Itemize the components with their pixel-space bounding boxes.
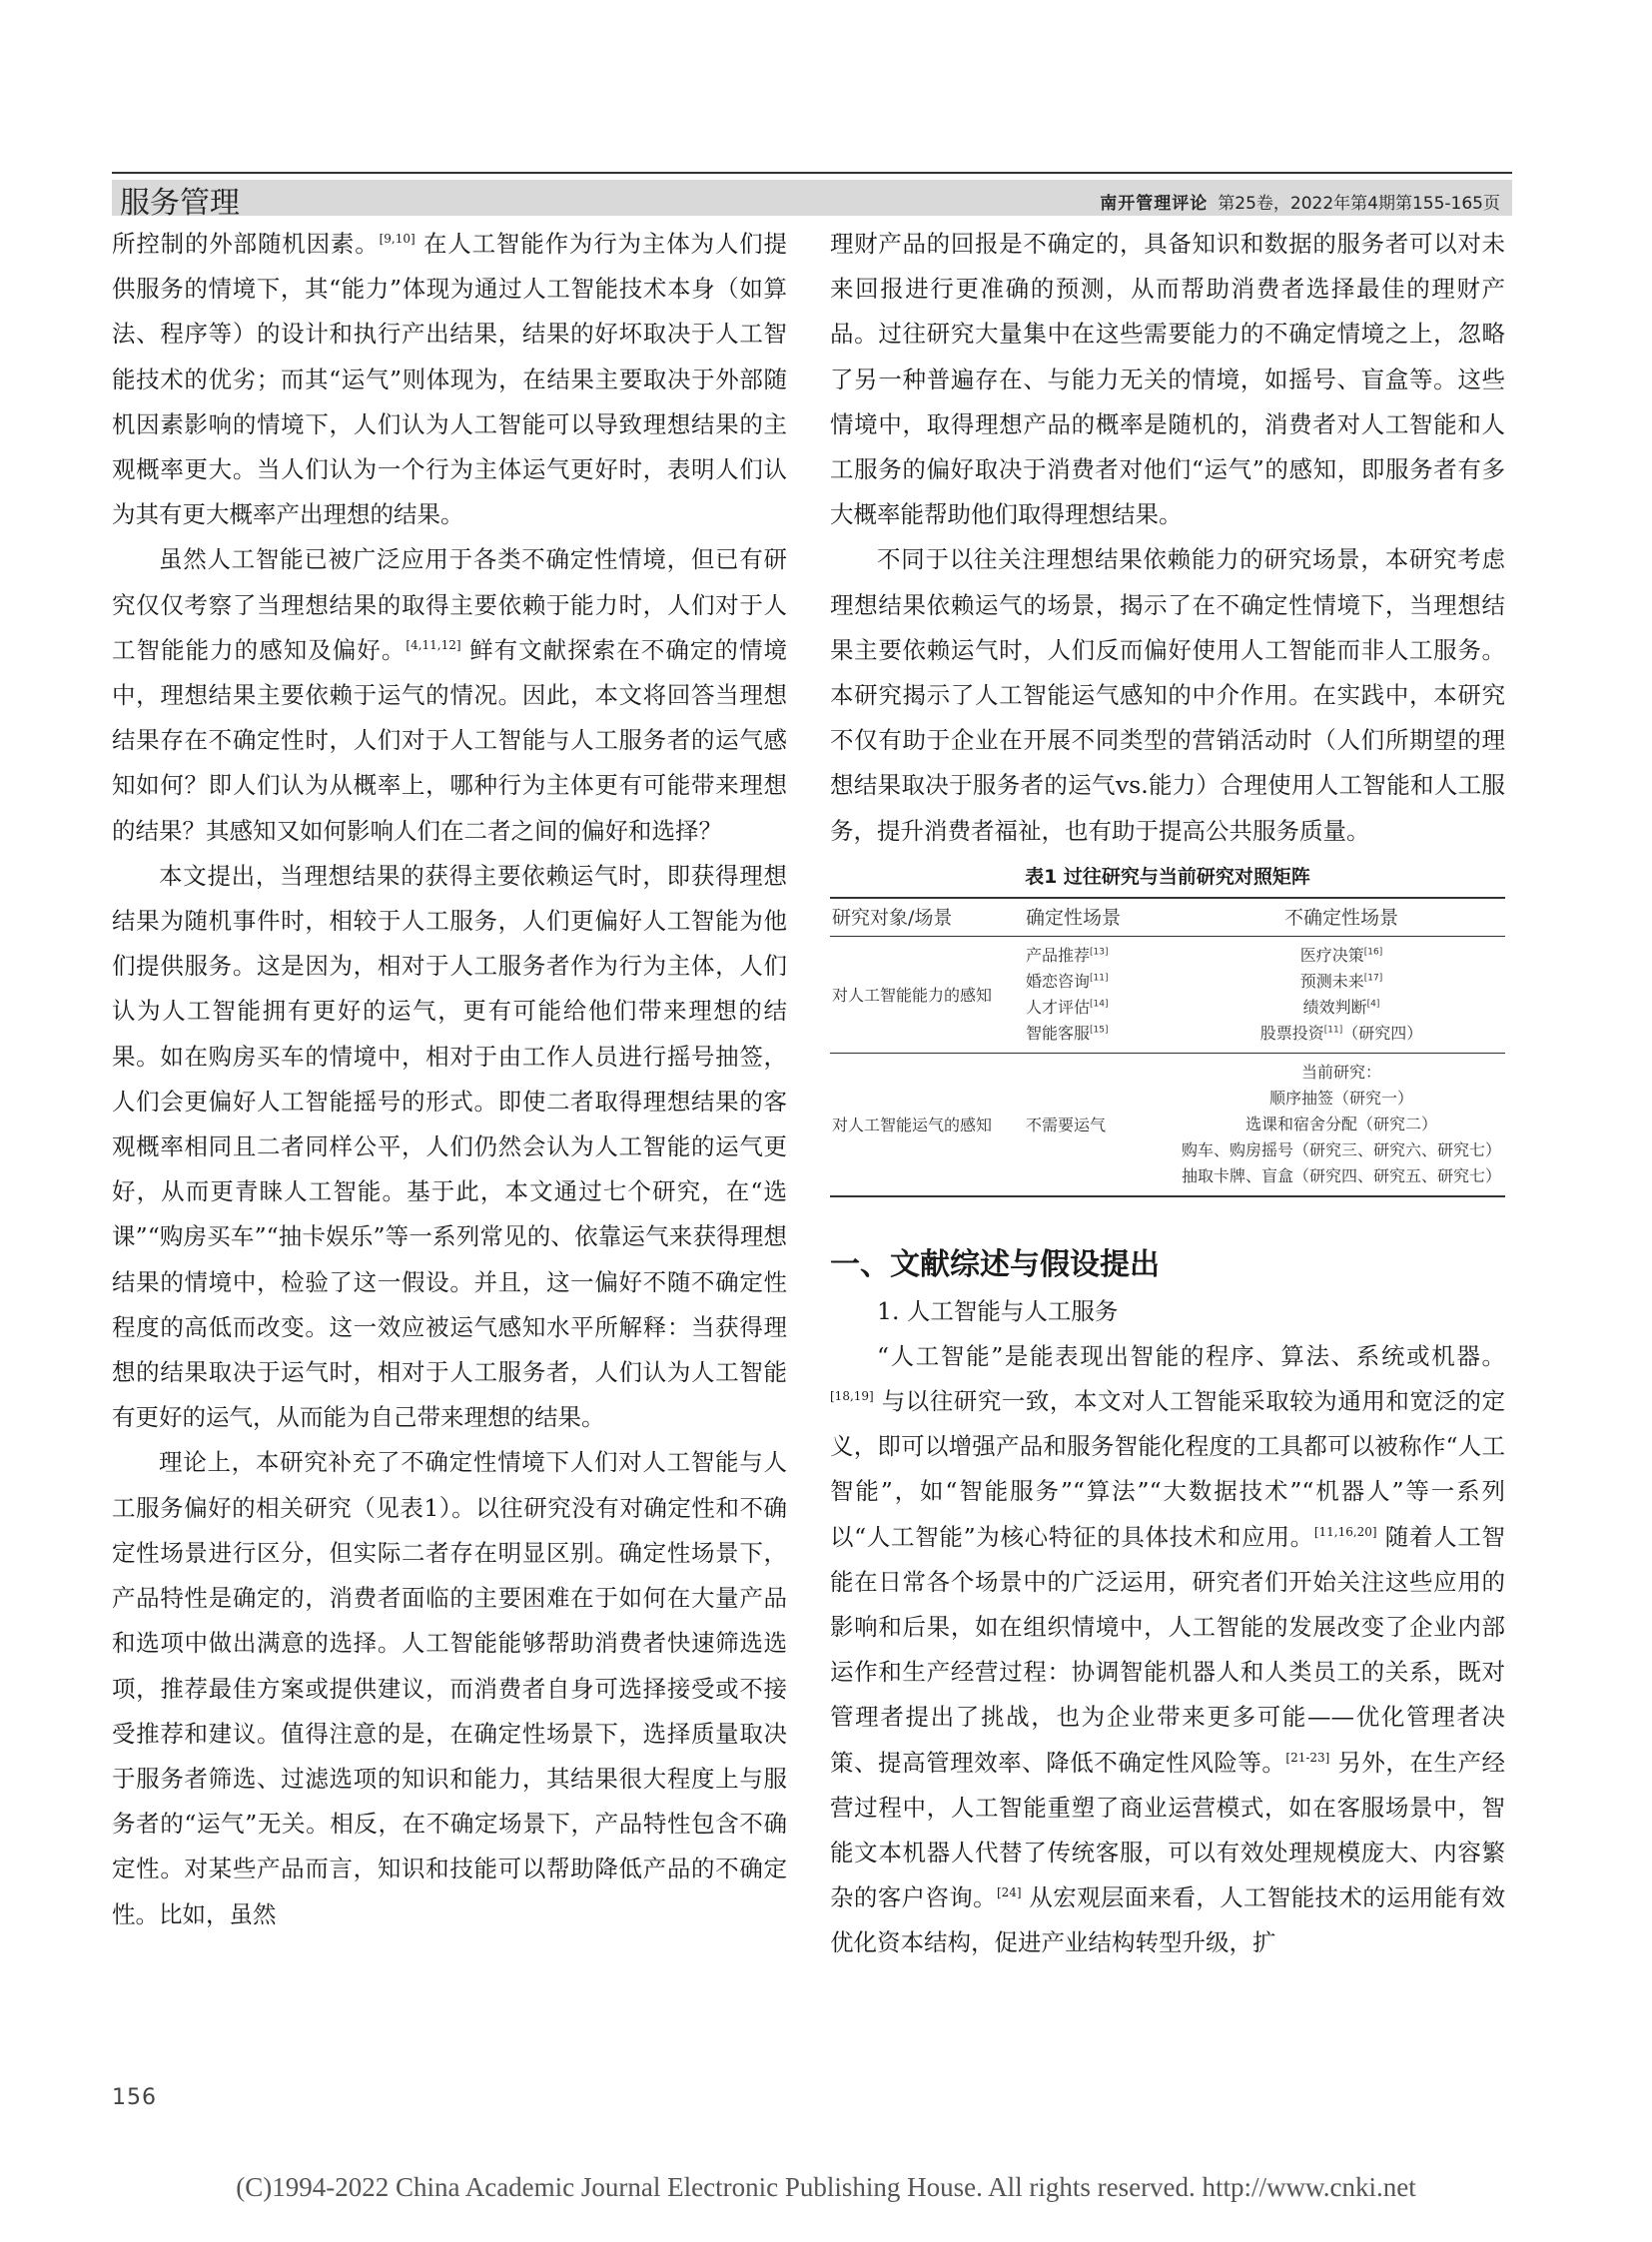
- cell-item: 顺序抽签（研究一）: [1268, 1088, 1413, 1108]
- citation: [21-23]: [1285, 1750, 1330, 1765]
- cell-item: 选课和宿舍分配（研究二）: [1244, 1114, 1437, 1133]
- table-header: 不确定性场景: [1178, 898, 1505, 937]
- cell-item: 购车、购房摇号（研究三、研究六、研究七）: [1181, 1139, 1501, 1159]
- citation: [18,19]: [830, 1389, 874, 1404]
- table-header: 研究对象/场景: [830, 898, 1024, 937]
- cell-item: 产品推荐[13]: [1026, 945, 1109, 965]
- right-column: [830, 222, 1505, 1966]
- citation: [11,16,20]: [1313, 1524, 1377, 1539]
- subsection-heading: 1. 人工智能与人工服务: [877, 1296, 1119, 1325]
- paragraph: 理财产品的回报是不确定的，具备知识和数据的服务者可以对未来回报进行更准确的预测，从而帮助消费者选择最佳的理财产品。过往研究大量集中在这些需要能力的不确定情境之上，忽略了另一种普遍存在、与能力无关的情境，如摇号、盲盒等。这些情境中，取得理想产品的概率是随机的，消费者对人工智能和人工服务的偏好取决于消费者对他们“运气”的感知，即服务者有多大概率能帮助他们取得理想结果。: [830, 230, 1505, 529]
- row-label: 对人工智能能力的感知: [830, 936, 1024, 1053]
- cell-item: 医疗决策[16]: [1299, 945, 1383, 965]
- cell-item: 婚恋咨询[11]: [1026, 971, 1109, 991]
- certain-cell: 不需要运气: [1024, 1053, 1178, 1196]
- paragraph: 理论上，本研究补充了不确定性情境下人们对人工智能与人工服务偏好的相关研究（见表1）。以往研究没有对确定性和不确定性场景进行区分，但实际二者存在明显区别。确定性场景下，产品特性是确定的，消费者面临的主要困难在于如何在大量产品和选项中做出满意的选择。人工智能能够帮助消费者快速筛选选项，推荐最佳方案或提供建议，而消费者自身可选择接受或不接受推荐和建议。值得注意的是，在确定性场景下，选择质量取决于服务者筛选、过滤选项的知识和能力，其结果很大程度上与服务者的“运气”无关。相反，在不确定场景下，产品特性包含不确定性。对某些产品而言，知识和技能可以帮助降低产品的不确定性。比如，虽然: [112, 1448, 787, 1928]
- cell-item: 股票投资[11]（研究四）: [1259, 1023, 1423, 1043]
- paragraph: “人工智能”是能表现出智能的程序、算法、系统或机器。[18,19] 与以往研究一致，本文对人工智能采取较为通用和宽泛的定义，即可以增强产品和服务智能化程度的工具都可以被称作“人工智能”，如“智能服务”“算法”“大数据技术”“机器人”等一系列以“人工智能”为核心特征的具体技术和应用。[11,16,20] 随着人工智能在日常各个场景中的广泛运用，研究者们开始关注这些应用的影响和后果，如在组织情境中，人工智能的发展改变了企业内部运作和生产经营过程：协调智能机器人和人类员工的关系，既对管理者提出了挑战，也为企业带来更多可能——优化管理者决策、提高管理效率、降低不确定性风险等。[21-23] 另外，在生产经营过程中，人工智能重塑了商业运营模式，如在客服场景中，智能文本机器人代替了传统客服，可以有效处理规模庞大、内容繁杂的客户咨询。[24] 从宏观层面来看，人工智能技术的运用能有效优化资本结构，促进产业结构转型升级，扩: [830, 1341, 1505, 1957]
- paragraph: 虽然人工智能已被广泛应用于各类不确定性情境，但已有研究仅仅考察了当理想结果的取得主要依赖于能力时，人们对于人工智能能力的感知及偏好。[4,11,12] 鲜有文献探索在不确定的情境中，理想结果主要依赖于运气的情况。因此，本文将回答当理想结果存在不确定性时，人们对于人工智能与人工服务者的运气感知如何？即人们认为从概率上，哪种行为主体更有可能带来理想的结果？其感知又如何影响人们在二者之间的偏好和选择？: [112, 545, 787, 845]
- certain-cell: [1024, 936, 1178, 1053]
- header-bar: [112, 180, 1512, 221]
- table-header: 确定性场景: [1024, 898, 1178, 937]
- cell-item: 人才评估[14]: [1026, 997, 1109, 1017]
- journal-name: 南开管理评论: [1100, 194, 1209, 214]
- uncertain-cell: [1178, 1053, 1505, 1196]
- table-title: 表1 过往研究与当前研究对照矩阵: [1025, 865, 1310, 888]
- cell-item: 当前研究：: [1300, 1062, 1381, 1082]
- cell-item: 预测未来[17]: [1299, 971, 1383, 991]
- cell-item: 绩效判断[4]: [1302, 997, 1380, 1017]
- citation: [24]: [996, 1885, 1022, 1900]
- table-row: [830, 1053, 1505, 1196]
- table-row: [830, 936, 1505, 1053]
- section-label: 服务管理: [120, 186, 240, 221]
- paragraph: 所控制的外部随机因素。[9,10] 在人工智能作为行为主体为人们提供服务的情境下，其“能力”体现为通过人工智能技术本身（如算法、程序等）的设计和执行产出结果，结果的好坏取决于人工智能技术的优劣；而其“运气”则体现为，在结果主要取决于外部随机因素影响的情境下，人们认为人工智能可以导致理想结果的主观概率更大。当人们认为一个行为主体运气更好时，表明人们认为其有更大概率产出理想的结果。: [112, 230, 788, 529]
- paragraph: 不同于以往关注理想结果依赖能力的研究场景，本研究考虑理想结果依赖运气的场景，揭示了在不确定性情境下，当理想结果主要依赖运气时，人们反而偏好使用人工智能而非人工服务。本研究揭示了人工智能运气感知的中介作用。在实践中，本研究不仅有助于企业在开展不同类型的营销活动时（人们所期望的理想结果取决于服务者的运气vs.能力）合理使用人工智能和人工服务，提升消费者福祉，也有助于提高公共服务质量。: [830, 545, 1505, 845]
- copyright-notice: (C)1994-2022 China Academic Journal Electronic Publishing House. All rights reserved. http://www.cnki.net: [236, 2172, 1416, 2202]
- citation: [4,11,12]: [406, 638, 461, 652]
- uncertain-cell: [1178, 936, 1505, 1053]
- paragraph: 本文提出，当理想结果的获得主要依赖运气时，即获得理想结果为随机事件时，相较于人工服务，人们更偏好人工智能为他们提供服务。这是因为，相对于人工服务者作为行为主体，人们认为人工智能拥有更好的运气，更有可能给他们带来理想的结果。如在购房买车的情境中，相对于由工作人员进行摇号抽签，人们会更偏好人工智能摇号的形式。即使二者取得理想结果的客观概率相同且二者同样公平，人们仍然会认为人工智能的运气更好，从而更青睐人工智能。基于此，本文通过七个研究，在“选课”“购房买车”“抽卡娱乐”等一系列常见的、依靠运气来获得理想结果的情境中，检验了这一假设。并且，这一偏好不随不确定性程度的高低而改变。这一效应被运气感知水平所解释：当获得理想的结果取决于运气时，相对于人工服务者，人们认为人工智能有更好的运气，从而能为自己带来理想的结果。: [112, 861, 787, 1432]
- journal-issue: 第25卷，2022年第4期第155-165页: [1218, 194, 1500, 214]
- running-header: [112, 172, 1512, 221]
- section-heading: 一、文献综述与假设提出: [830, 1246, 1160, 1282]
- left-column: [112, 222, 787, 1937]
- citation: [9,10]: [379, 232, 415, 247]
- page-number: 156: [112, 2085, 157, 2110]
- cell-item: 抽取卡牌、盲盒（研究四、研究五、研究七）: [1181, 1165, 1501, 1185]
- comparison-table: [830, 897, 1505, 1197]
- journal-info: [1100, 186, 1500, 222]
- row-label: 对人工智能运气的感知: [830, 1053, 1024, 1196]
- cell-item: 智能客服[15]: [1026, 1023, 1109, 1043]
